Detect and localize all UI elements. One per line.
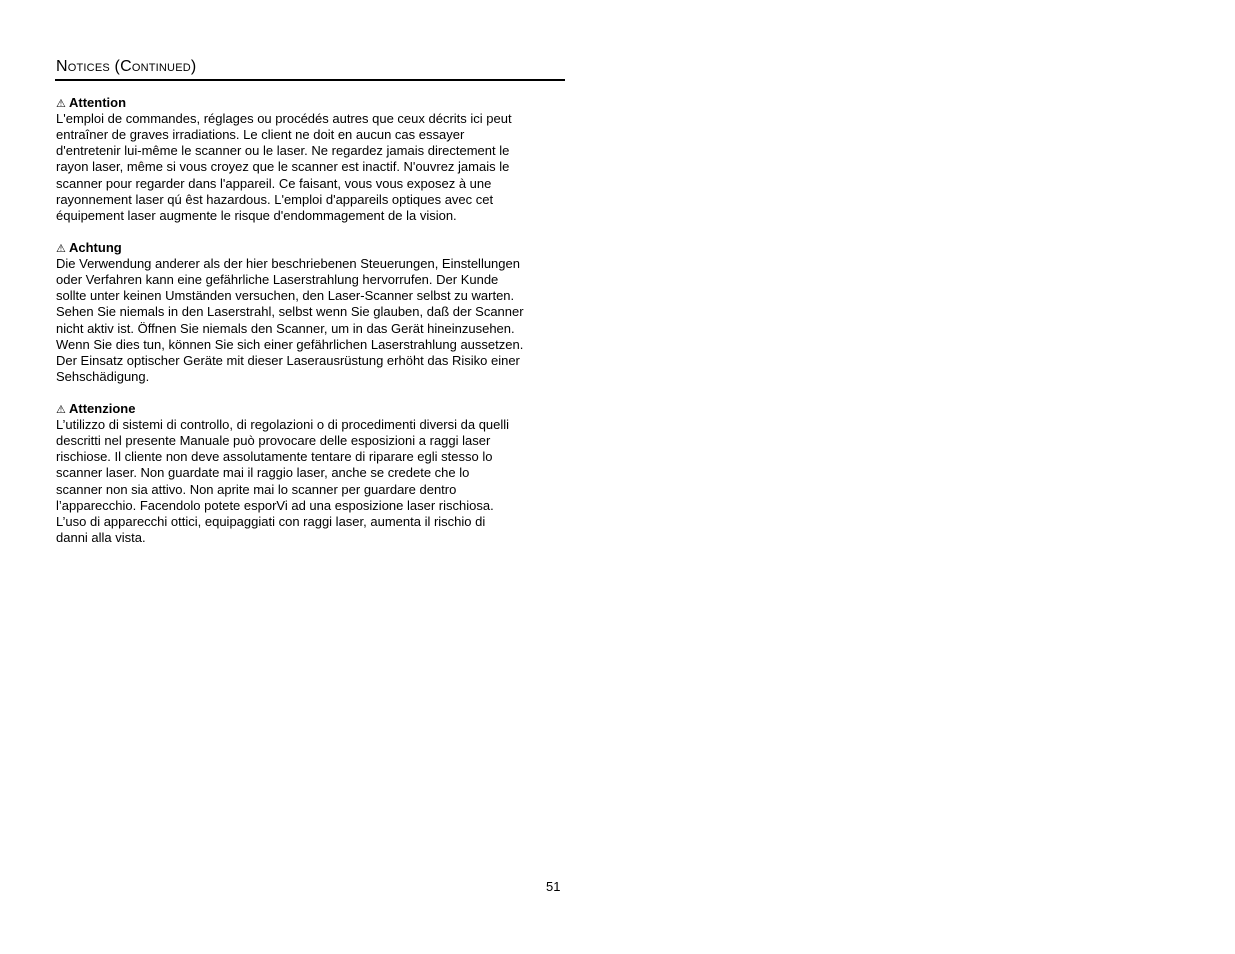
page-title: Notices (Continued) [56,58,197,75]
notice-line: d'entretenir lui-même le scanner ou le laser. Ne regardez jamais directement le [56,143,510,159]
notice-line: scanner non sia attivo. Non aprite mai lo scanner per guardare dentro [56,481,457,497]
notice-line: Der Einsatz optischer Geräte mit dieser Laserausrüstung erhöht das Risiko einer [56,352,520,368]
notice-line: scanner pour regarder dans l'appareil. Ce faisant, vous vous exposez à une [56,175,492,191]
notice-line: Sehschädigung. [56,369,150,385]
notice-line: L’uso di apparecchi ottici, equipaggiati con raggi laser, aumenta il rischio di [56,513,486,529]
notice-line: entraîner de graves irradiations. Le client ne doit en aucun cas essayer [56,127,465,143]
notice-line: Die Verwendung anderer als der hier beschriebenen Steuerungen, Einstellungen [56,256,520,271]
notice-line: nicht aktiv ist. Öffnen Sie niemals den Scanner, um in das Gerät hineinzusehen. [56,320,515,336]
page-number: 51 [546,879,561,894]
notice-line: oder Verfahren kann eine gefährliche Laserstrahlung hervorrufen. Der Kunde [56,272,499,288]
notice-german [56,240,568,385]
notice-heading-label: Achtung [69,240,122,255]
notice-french [56,95,568,224]
notice-line: rayonnement laser qú êst hazardous. L'emploi d'appareils optiques avec cet [56,191,494,207]
notice-heading [56,401,568,417]
notice-line: rischiose. Il cliente non deve assolutamente tentare di riparare egli stesso lo [56,449,493,465]
notice-line: descritti nel presente Manuale può provocare delle esposizioni a raggi laser [56,433,491,449]
notice-line: sollte unter keinen Umständen versuchen, den Laser-Scanner selbst zu warten. [56,288,515,304]
notice-line: danni alla vista. [56,530,146,546]
notice-line: L'emploi de commandes, réglages ou procédés autres que ceux décrits ici peut [56,111,512,126]
notice-line: scanner laser. Non guardate mai il raggio laser, anche se credete che lo [56,465,470,481]
warning-triangle-icon: ⚠ [56,242,66,255]
notice-line: équipement laser augmente le risque d'endommagement de la vision. [56,207,457,223]
notice-heading [56,95,568,111]
warning-triangle-icon: ⚠ [56,97,66,110]
notice-italian [56,401,568,546]
notice-line: Wenn Sie dies tun, können Sie sich einer gefährlichen Laserstrahlung aussetzen. [56,336,524,352]
notice-heading-label: Attenzione [69,401,136,416]
notice-line: rayon laser, même si vous croyez que le scanner est inactif. N'ouvrez jamais le [56,159,510,175]
notice-heading-label: Attention [69,95,127,110]
notice-line: L’utilizzo di sistemi di controllo, di regolazioni o di procedimenti diversi da quelli [56,417,510,432]
notice-line: l’apparecchio. Facendolo potete esporVi ad una esposizione laser rischiosa. [56,497,494,513]
notice-heading [56,240,568,256]
warning-triangle-icon: ⚠ [56,403,66,416]
title-divider [55,79,565,81]
notice-line: Sehen Sie niemals in den Laserstrahl, selbst wenn Sie glauben, daß der Scanner [56,304,524,320]
